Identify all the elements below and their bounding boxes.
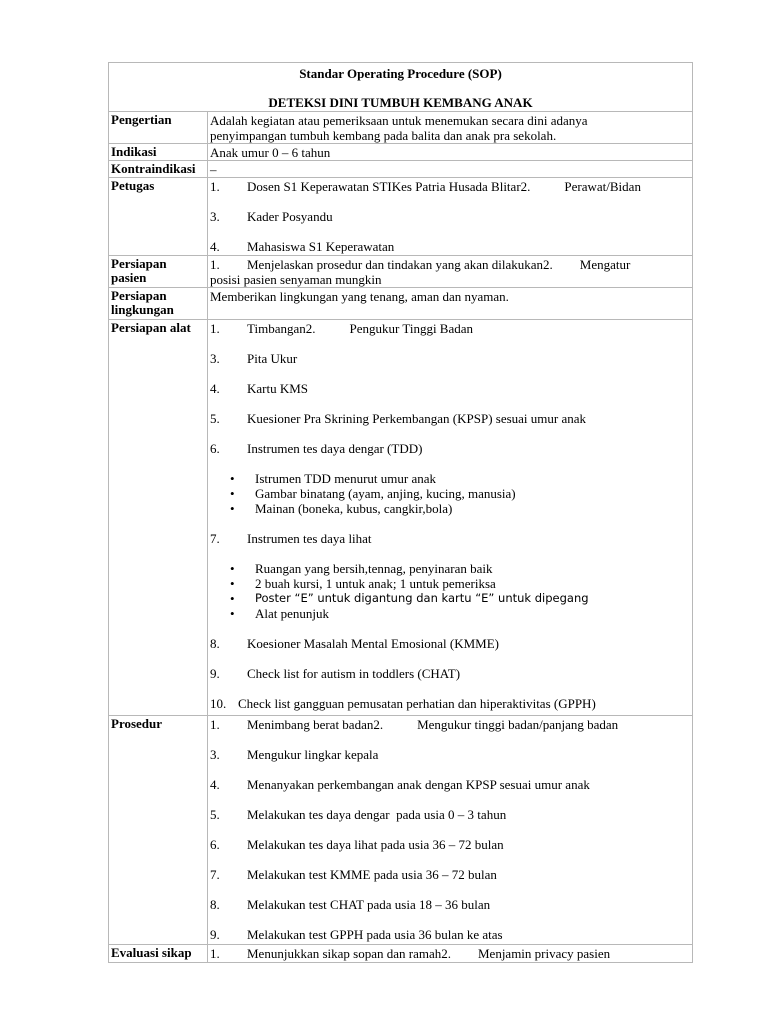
pengertian-line-2: penyimpangan tumbuh kembang pada balita dan anak pra sekolah.: [210, 128, 557, 143]
row-kontraindikasi: [109, 161, 692, 178]
alat-item-4: 4. Kartu KMS: [210, 381, 309, 396]
prosedur-item-3: 3. Mengukur lingkar kepala: [210, 747, 379, 762]
value-persiapan-lingkungan: Memberikan lingkungan yang tenang, aman dan nyaman.: [210, 289, 509, 304]
label-prosedur: Prosedur: [109, 716, 208, 944]
document-subtitle: DETEKSI DINI TUMBUH KEMBANG ANAK: [268, 95, 533, 110]
prosedur-item-4: 4. Menanyakan perkembangan anak dengan KPSP sesuai umur anak: [210, 777, 590, 792]
bullet-icon: •: [230, 486, 235, 501]
label-kontraindikasi: Kontraindikasi: [109, 161, 208, 177]
alat-item-8: 8. Koesioner Masalah Mental Emosional (KMME): [210, 636, 500, 651]
bullet-icon: •: [230, 561, 235, 576]
row-persiapan-alat: [109, 320, 692, 716]
value-kontraindikasi: –: [210, 162, 217, 177]
list-item: • Gambar binatang (ayam, anjing, kucing, manusia): [230, 486, 516, 501]
title-cell: [109, 63, 692, 112]
pengertian-line-1: Adalah kegiatan atau pemeriksaan untuk menemukan secara dini adanya: [210, 113, 588, 128]
value-prosedur: [208, 716, 692, 944]
list-item: • Mainan (boneka, kubus, cangkir,bola): [230, 501, 453, 516]
list-item: • 2 buah kursi, 1 untuk anak; 1 untuk pemeriksa: [230, 576, 496, 591]
alat-item-5: 5. Kuesioner Pra Skrining Perkembangan (KPSP) sesuai umur anak: [210, 411, 587, 426]
prosedur-item-1: 1. Menimbang berat badan2. Mengukur tinggi badan/panjang badan: [210, 717, 619, 732]
prosedur-item-9: 9. Melakukan test GPPH pada usia 36 bulan ke atas: [210, 927, 503, 942]
row-petugas: [109, 178, 692, 256]
alat-item-9: 9. Check list for autism in toddlers (CHAT): [210, 666, 461, 681]
value-pengertian: [208, 112, 692, 143]
value-indikasi: Anak umur 0 – 6 tahun: [210, 145, 331, 160]
evaluasi-item-1: 1. Menunjukkan sikap sopan dan ramah2. Menjamin privacy pasien: [210, 946, 611, 961]
list-item: • Ruangan yang bersih,tennag, penyinaran baik: [230, 561, 493, 576]
petugas-item-1: 1. Dosen S1 Keperawatan STIKes Patria Husada Blitar2. Perawat/Bidan: [210, 179, 641, 194]
petugas-item-4: 4. Mahasiswa S1 Keperawatan: [210, 239, 395, 254]
label-persiapan-pasien: Persiapan pasien: [109, 256, 208, 287]
document-title: Standar Operating Procedure (SOP): [299, 66, 502, 81]
bullet-icon: •: [230, 576, 235, 591]
alat-item-6: 6. Instrumen tes daya dengar (TDD): [210, 441, 423, 456]
label-indikasi: Indikasi: [109, 144, 208, 160]
row-prosedur: [109, 716, 692, 945]
bullet-icon: •: [230, 501, 235, 516]
label-persiapan-alat: Persiapan alat: [109, 320, 208, 715]
value-persiapan-pasien: [208, 256, 692, 287]
list-item: • Istrumen TDD menurut umur anak: [230, 471, 436, 486]
label-evaluasi-sikap: Evaluasi sikap: [109, 945, 208, 962]
list-item: • Poster “E” untuk digantung dan kartu “E” untuk dipegang: [230, 591, 589, 606]
persiapan-pasien-item-2: posisi pasien senyaman mungkin: [210, 272, 382, 287]
row-persiapan-pasien: [109, 256, 692, 288]
alat-item-3: 3. Pita Ukur: [210, 351, 298, 366]
row-pengertian: [109, 112, 692, 144]
alat-item-10: 10. Check list gangguan pemusatan perhatian dan hiperaktivitas (GPPH): [210, 696, 596, 711]
bullet-icon: •: [230, 591, 235, 606]
bullet-icon: •: [230, 471, 235, 486]
label-persiapan-lingkungan: Persiapan lingkungan: [109, 288, 208, 319]
alat-item-7: 7. Instrumen tes daya lihat: [210, 531, 372, 546]
petugas-item-3: 3. Kader Posyandu: [210, 209, 333, 224]
bullet-icon: •: [230, 606, 235, 621]
prosedur-item-8: 8. Melakukan test CHAT pada usia 18 – 36 bulan: [210, 897, 491, 912]
sop-table: [108, 62, 693, 963]
row-persiapan-lingkungan: [109, 288, 692, 320]
label-petugas: Petugas: [109, 178, 208, 255]
label-pengertian: Pengertian: [109, 112, 208, 143]
alat-item-1: 1. Timbangan2. Pengukur Tinggi Badan: [210, 321, 474, 336]
row-evaluasi-sikap: [109, 945, 692, 962]
prosedur-item-6: 6. Melakukan tes daya lihat pada usia 36 – 72 bulan: [210, 837, 504, 852]
value-petugas: [208, 178, 692, 255]
persiapan-pasien-item-1: 1. Menjelaskan prosedur dan tindakan yang akan dilakukan2. Mengatur: [210, 257, 631, 272]
list-item: • Alat penunjuk: [230, 606, 330, 621]
prosedur-item-5: 5. Melakukan tes daya dengar pada usia 0 – 3 tahun: [210, 807, 507, 822]
value-persiapan-alat: [208, 320, 692, 715]
prosedur-item-7: 7. Melakukan test KMME pada usia 36 – 72 bulan: [210, 867, 497, 882]
row-indikasi: [109, 144, 692, 161]
value-evaluasi-sikap: [208, 945, 692, 962]
